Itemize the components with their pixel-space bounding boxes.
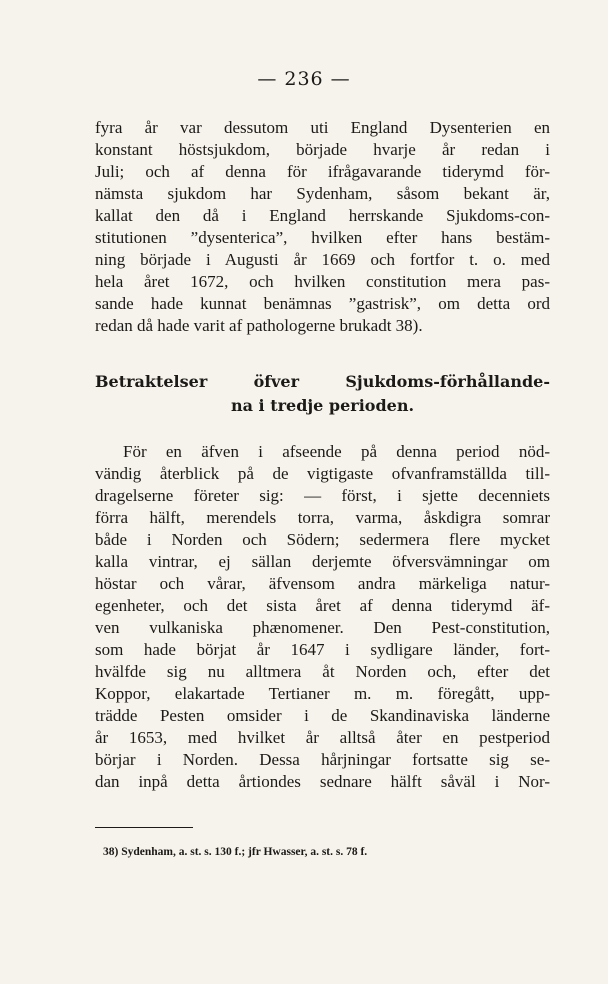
paragraph-continued <box>95 117 550 337</box>
text-line: kalla vintrar, ej sällan derjemte öfversvämningar om <box>95 552 550 571</box>
text-line: nämsta sjukdom har Sydenham, såsom bekant är, <box>95 184 550 203</box>
text-line: ning började i Augusti år 1669 och fortfor t. o. med <box>95 250 550 269</box>
text-line: fyra år var dessutom uti England Dysenterien en <box>95 118 550 137</box>
text-line: hela året 1672, och hvilken constitution mera pas- <box>95 272 550 291</box>
text-line: redan då hade varit af pathologerne brukadt 38). <box>95 316 423 335</box>
footnote-divider <box>95 827 193 828</box>
text-line: För en äfven i afseende på denna period nöd- <box>123 442 550 461</box>
text-line: förra hälft, merendels torra, varma, åskdigra somrar <box>95 508 550 527</box>
text-line: som hade börjat år 1647 i sydligare länder, fort- <box>95 640 550 659</box>
text-line: börjar i Norden. Dessa hårjningar fortsatte sig se- <box>95 750 550 769</box>
text-line: dragelserne företer sig: — först, i sjette decenniets <box>95 486 550 505</box>
text-line: höstar och vårar, äfvensom andra märkeliga natur- <box>95 574 550 593</box>
text-line: Koppor, elakartade Tertianer m. m. föregått, upp- <box>95 684 550 703</box>
text-line: hvälfde sig nu alltmera åt Norden och, efter det <box>95 662 550 681</box>
footnote: 38) Sydenham, a. st. s. 130 f.; jfr Hwasser, a. st. s. 78 f. <box>103 846 368 858</box>
text-line: år 1653, med hvilket år alltså åter en pestperiod <box>95 728 550 747</box>
text-line: ven vulkaniska phænomener. Den Pest-constitution, <box>95 618 550 637</box>
page-number: — 236 — <box>257 68 351 90</box>
heading-line: na i tredje perioden. <box>230 396 415 415</box>
text-line: stitutionen ”dysenterica”, hvilken efter hans bestäm- <box>95 228 550 247</box>
section-heading <box>95 370 550 418</box>
text-line: trädde Pesten omsider i de Skandinaviska länderne <box>95 706 550 725</box>
text-line: dan inpå detta årtiondes sednare hälft såväl i Nor- <box>95 772 550 791</box>
text-line: Juli; och af denna för ifrågavarande tiderymd för- <box>95 162 550 181</box>
text-line: vändig återblick på de vigtigaste ofvanframställda till- <box>95 464 550 483</box>
text-line: sande hade kunnat benämnas ”gastrisk”, om detta ord <box>95 294 550 313</box>
text-line: konstant höstsjukdom, började hvarje år redan i <box>95 140 550 159</box>
text-line: både i Norden och Södern; sedermera flere mycket <box>95 530 550 549</box>
text-line: egenheter, och det sista året af denna tiderymd äf- <box>95 596 550 615</box>
heading-line: Betraktelser öfver Sjukdoms-förhållande- <box>95 372 550 391</box>
paragraph-main <box>95 441 550 793</box>
text-line: kallat den då i England herrskande Sjukdoms-con- <box>95 206 550 225</box>
